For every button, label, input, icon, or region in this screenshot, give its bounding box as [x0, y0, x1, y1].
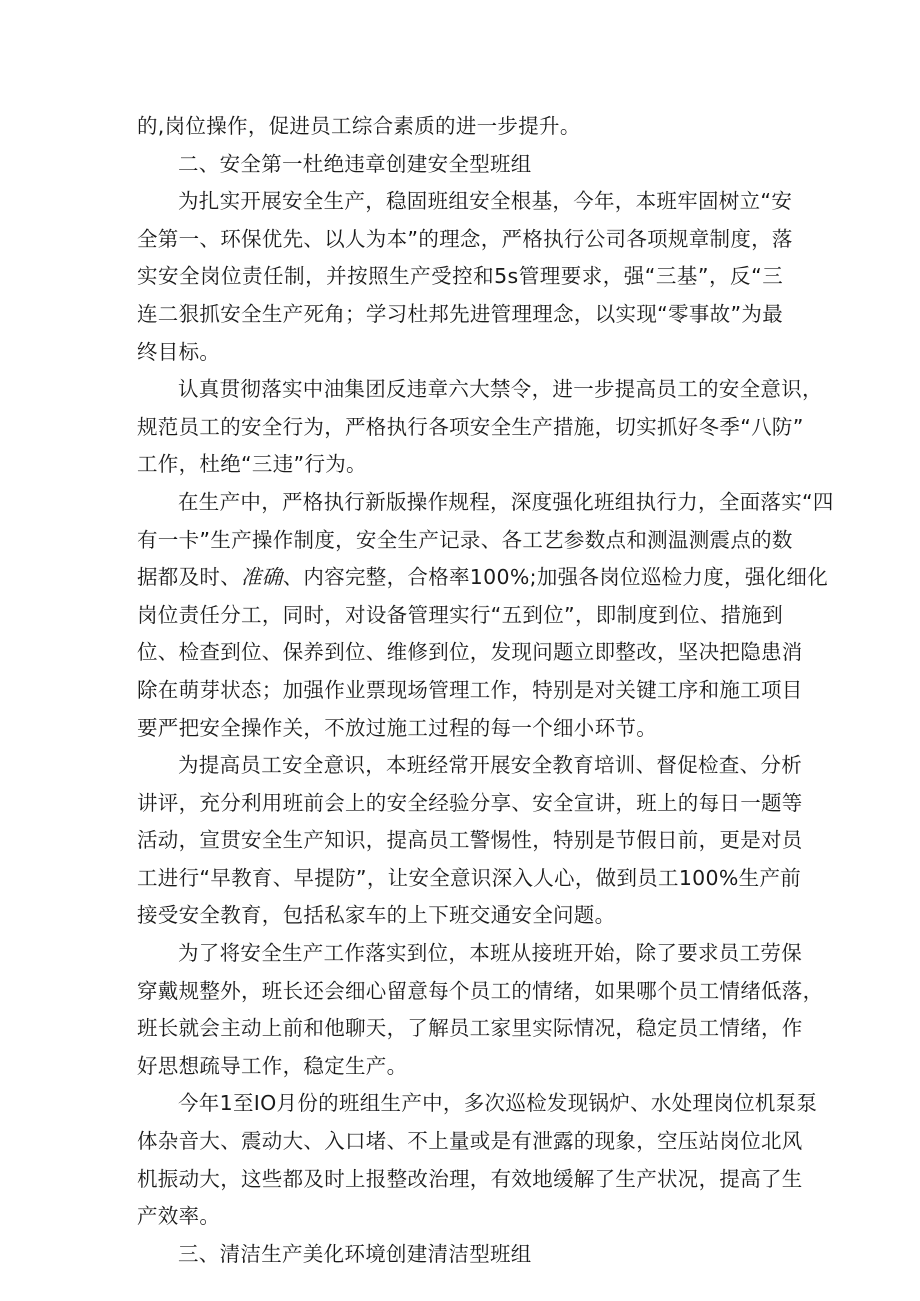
italic-text-segment: 准确 [241, 565, 283, 590]
text-line: 有一卡”生产操作制度，安全生产记录、各工艺参数点和测温测震点的数 [137, 527, 793, 552]
text-segment: 、内容完整，合格率100%;加强各岗位巡检力度，强化细化 [282, 565, 829, 590]
text-line: 连二狠抓安全生产死角；学习杜邦先进管理理念，以实现“零事故”为最 [137, 301, 783, 326]
text-line: 的,岗位操作，促进员工综合素质的进一步提升。 [137, 114, 581, 138]
text-line: 全第一、环保优先、以人为本”的理念，严格执行公司各项规章制度，落 [137, 226, 793, 251]
text-line [137, 559, 829, 597]
text-line: 为了将安全生产工作落实到位，本班从接班开始，除了要求员工劳保 [178, 941, 802, 966]
text-line: 要严把安全操作关，不放过施工过程的每一个细小环节。 [137, 715, 657, 740]
document-page [137, 108, 834, 1273]
text-line: 除在萌芽状态；加强作业票现场管理工作，特别是对关键工序和施工项目 [137, 677, 803, 702]
section-heading: 二、安全第一杜绝违章创建安全型班组 [178, 151, 532, 176]
text-line: 工作，杜绝“三违”行为。 [137, 452, 367, 477]
text-segment: 据都及时、 [137, 565, 241, 590]
text-line: 终目标。 [137, 339, 221, 364]
text-line: 班长就会主动上前和他聊天，了解员工家里实际情况，稳定员工情绪，作 [137, 1016, 803, 1041]
text-line: 体杂音大、震动大、入口堵、不上量或是有泄露的现象，空压站岗位北风 [137, 1129, 803, 1154]
text-line: 活动，宣贯安全生产知识，提高员工警惕性，特别是节假日前，更是对员 [137, 828, 803, 853]
text-line: 为提高员工安全意识，本班经常开展安全教育培训、督促检查、分析 [178, 753, 802, 778]
text-line: 好思想疏导工作，稳定生产。 [137, 1053, 408, 1078]
text-line: 讲评，充分利用班前会上的安全经验分享、安全宣讲，班上的每日一题等 [137, 790, 803, 815]
text-line: 位、检查到位、保养到位、维修到位，发现问题立即整改，坚决把隐患消 [137, 640, 803, 665]
text-line: 认真贯彻落实中油集团反违章六大禁令，进一步提高员工的安全意识， [178, 377, 823, 402]
text-line: 为扎实开展安全生产，稳固班组安全根基，今年，本班牢固树立“安 [178, 189, 793, 214]
text-line: 今年1至IO月份的班组生产中，多次巡检发现锅炉、水处理岗位机泵泵 [178, 1091, 818, 1116]
text-line: 工进行“早教育、早提防”，让安全意识深入人心，做到员工100%生产前 [137, 865, 802, 890]
text-line: 穿戴规整外，班长还会细心留意每个员工的情绪，如果哪个员工情绪低落， [137, 978, 824, 1003]
section-heading: 三、清洁生产美化环境创建清洁型班组 [178, 1241, 532, 1266]
text-line: 接受安全教育，包括私家车的上下班交通安全问题。 [137, 903, 616, 928]
text-line: 规范员工的安全行为，严格执行各项安全生产措施，切实抓好冬季“八防” [137, 414, 804, 439]
text-line: 机振动大，这些都及时上报整改治理，有效地缓解了生产状况，提高了生 [137, 1166, 803, 1191]
text-line: 产效率。 [137, 1204, 221, 1229]
text-line: 岗位责任分工，同时，对设备管理实行“五到位”，即制度到位、措施到 [137, 602, 783, 627]
text-line: 在生产中，严格执行新版操作规程，深度强化班组执行力，全面落实“四 [178, 489, 834, 514]
text-line: 实安全岗位责任制，并按照生产受控和5s管理要求，强“三基”，反“三 [137, 264, 783, 289]
